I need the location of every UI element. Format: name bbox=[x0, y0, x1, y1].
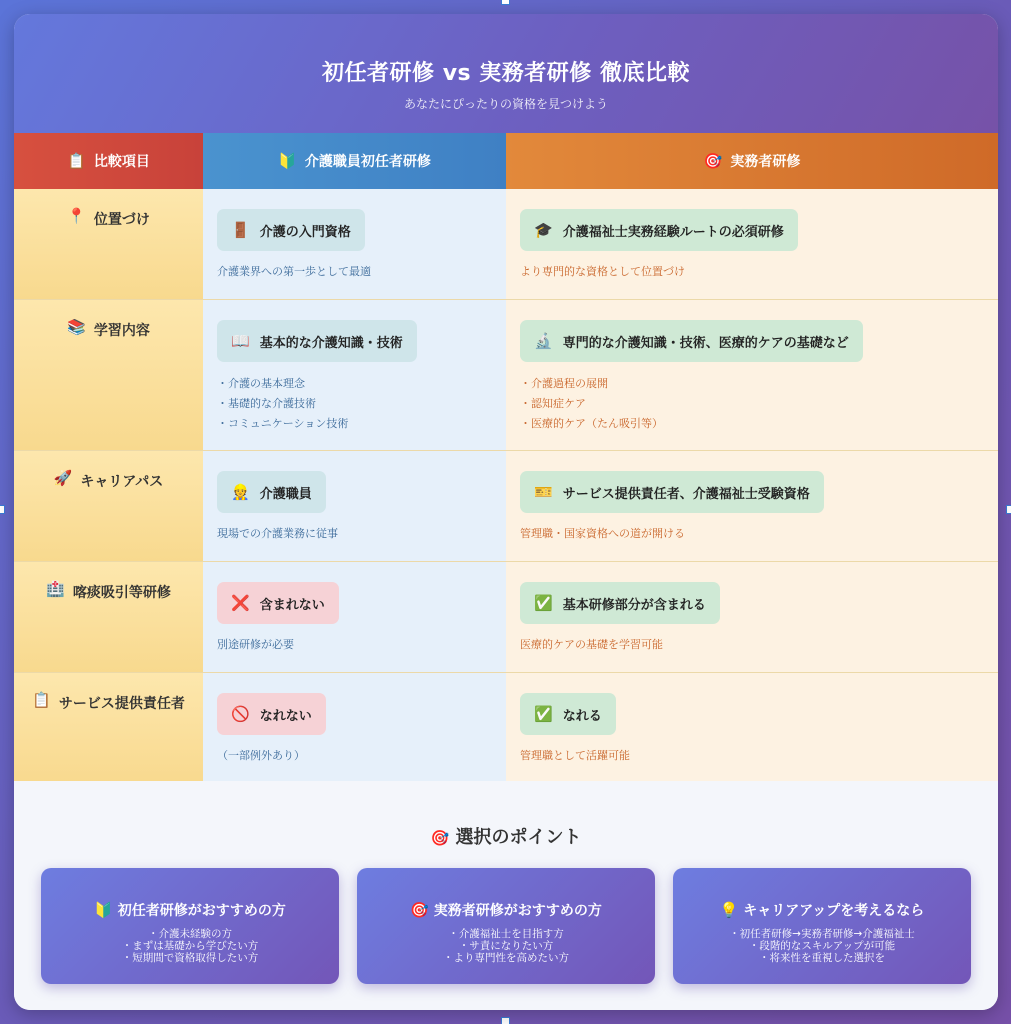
clipboard-icon: 📋 bbox=[67, 151, 86, 170]
row-label: 学習内容 bbox=[93, 323, 150, 339]
point-card-title bbox=[673, 900, 971, 920]
section-title-text: 選択のポイント bbox=[455, 827, 582, 848]
list-item: ・介護福祉士を目指す方 bbox=[448, 928, 564, 940]
point-card-title-text: 初任者研修がおすすめの方 bbox=[117, 903, 286, 919]
point-card-career-up bbox=[673, 868, 971, 984]
list-item: ・将来性を重視した選択を bbox=[759, 952, 885, 964]
badge-label: 介護職員 bbox=[259, 486, 312, 502]
table-row-suction bbox=[14, 562, 998, 673]
list-item: ・医療的ケア（たん吸引等） bbox=[520, 417, 663, 430]
pin-icon: 📍 bbox=[67, 207, 86, 225]
check-mark-icon: ✅ bbox=[534, 704, 553, 723]
shonin-badge bbox=[217, 582, 339, 624]
open-book-icon: 📖 bbox=[231, 331, 250, 350]
resize-handle-bottom[interactable] bbox=[501, 1017, 510, 1024]
header bbox=[14, 14, 998, 133]
badge-label: 基本的な介護知識・技術 bbox=[259, 335, 403, 351]
ticket-icon: 🎫 bbox=[534, 482, 553, 501]
jitsumu-note: 管理職として活躍可能 bbox=[520, 749, 630, 762]
jitsumu-badge bbox=[520, 582, 720, 624]
jitsumu-cell bbox=[506, 562, 998, 672]
row-label: 喀痰吸引等研修 bbox=[72, 585, 171, 601]
table-row-position bbox=[14, 189, 998, 300]
check-mark-icon: ✅ bbox=[534, 593, 553, 612]
door-icon: 🚪 bbox=[231, 220, 250, 239]
jitsumu-cell bbox=[506, 300, 998, 450]
page-subtitle: あなたにぴったりの資格を見つけよう bbox=[403, 97, 608, 111]
worker-icon: 👷 bbox=[231, 482, 250, 501]
column-label: 実務者研修 bbox=[730, 154, 801, 170]
shonin-badge bbox=[217, 471, 326, 513]
list-item: ・コミュニケーション技術 bbox=[217, 417, 349, 430]
shonin-badge bbox=[217, 693, 326, 735]
point-card-shonin bbox=[41, 868, 339, 984]
shonin-note: 介護業界への第一歩として最適 bbox=[217, 265, 371, 278]
shonin-bullets bbox=[217, 374, 506, 434]
list-item: ・短期間で資格取得したい方 bbox=[121, 952, 259, 964]
column-label: 介護職員初任者研修 bbox=[304, 154, 431, 170]
row-label-cell bbox=[14, 562, 203, 672]
shonin-cell bbox=[203, 673, 506, 784]
jitsumu-badge bbox=[520, 693, 616, 735]
list-item: ・まずは基礎から学びたい方 bbox=[121, 940, 259, 952]
badge-label: 含まれない bbox=[259, 597, 325, 613]
point-card-lines bbox=[357, 928, 655, 964]
shonin-note: 別途研修が必要 bbox=[217, 638, 294, 651]
jitsumu-bullets bbox=[520, 374, 998, 434]
jitsumu-note: 管理職・国家資格への道が開ける bbox=[520, 527, 685, 540]
shonin-cell bbox=[203, 562, 506, 672]
beginner-mark-icon: 🔰 bbox=[94, 901, 113, 919]
jitsumu-cell bbox=[506, 673, 998, 784]
shonin-note: 現場での介護業務に従事 bbox=[217, 527, 338, 540]
jitsumu-cell bbox=[506, 189, 998, 299]
badge-label: 基本研修部分が含まれる bbox=[562, 597, 706, 613]
point-card-lines bbox=[41, 928, 339, 964]
point-card-title-text: キャリアアップを考えるなら bbox=[743, 903, 925, 919]
jitsumu-cell bbox=[506, 451, 998, 561]
shonin-note: （一部例外あり） bbox=[217, 749, 305, 762]
list-item: ・介護未経験の方 bbox=[148, 928, 232, 940]
table-row-content bbox=[14, 300, 998, 451]
list-item: ・認知症ケア bbox=[520, 397, 586, 410]
light-bulb-icon: 💡 bbox=[719, 901, 739, 919]
list-item: ・介護の基本理念 bbox=[217, 377, 305, 390]
badge-label: なれる bbox=[562, 708, 602, 724]
page-title: 初任者研修 vs 実務者研修 徹底比較 bbox=[322, 61, 690, 86]
list-item: ・より専門性を高めたい方 bbox=[443, 952, 569, 964]
microscope-icon: 🔬 bbox=[534, 331, 553, 350]
shonin-badge bbox=[217, 320, 417, 362]
jitsumu-note: 医療的ケアの基礎を学習可能 bbox=[520, 638, 663, 651]
point-card-lines bbox=[673, 928, 971, 964]
hospital-icon: 🏥 bbox=[46, 580, 65, 598]
shonin-cell bbox=[203, 451, 506, 561]
target-icon: 🎯 bbox=[703, 151, 723, 170]
badge-label: なれない bbox=[259, 708, 312, 724]
badge-label: 介護福祉士実務経験ルートの必須研修 bbox=[562, 224, 784, 240]
selection-points-section bbox=[14, 781, 998, 1010]
table-row-career bbox=[14, 451, 998, 562]
list-item: ・段階的なスキルアップが可能 bbox=[748, 940, 896, 952]
list-item: ・基礎的な介護技術 bbox=[217, 397, 316, 410]
point-card-title bbox=[41, 900, 339, 920]
prohibited-icon: 🚫 bbox=[231, 704, 250, 723]
column-header-items bbox=[14, 133, 203, 189]
column-label: 比較項目 bbox=[93, 154, 150, 170]
resize-handle-top[interactable] bbox=[501, 0, 510, 5]
jitsumu-badge bbox=[520, 320, 863, 362]
jitsumu-badge bbox=[520, 209, 798, 251]
section-title bbox=[14, 823, 998, 849]
column-header-shonin bbox=[203, 133, 506, 189]
point-card-title-text: 実務者研修がおすすめの方 bbox=[433, 903, 602, 919]
resize-handle-right[interactable] bbox=[1006, 505, 1011, 514]
target-icon: 🎯 bbox=[410, 901, 429, 919]
rocket-icon: 🚀 bbox=[53, 469, 73, 487]
resize-handle-left[interactable] bbox=[0, 505, 5, 514]
graduation-cap-icon: 🎓 bbox=[534, 220, 553, 239]
shonin-badge bbox=[217, 209, 365, 251]
row-label: 位置づけ bbox=[93, 212, 150, 228]
badge-label: 専門的な介護知識・技術、医療的ケアの基礎など bbox=[562, 335, 849, 351]
table-row-service-manager bbox=[14, 673, 998, 784]
row-label-cell bbox=[14, 673, 203, 784]
column-header-jitsumu bbox=[506, 133, 998, 189]
badge-label: 介護の入門資格 bbox=[259, 224, 351, 240]
row-label-cell bbox=[14, 451, 203, 561]
table-header bbox=[14, 133, 998, 189]
row-label-cell bbox=[14, 300, 203, 450]
list-item: ・サ責になりたい方 bbox=[458, 940, 554, 952]
target-icon: 🎯 bbox=[430, 829, 450, 847]
point-card-title bbox=[357, 900, 655, 920]
list-item: ・介護過程の展開 bbox=[520, 377, 608, 390]
comparison-card bbox=[14, 14, 998, 1010]
jitsumu-note: より専門的な資格として位置づけ bbox=[520, 265, 685, 278]
list-item: ・初任者研修→実務者研修→介護福祉士 bbox=[729, 928, 915, 940]
row-label-cell bbox=[14, 189, 203, 299]
shonin-cell bbox=[203, 189, 506, 299]
row-label: サービス提供責任者 bbox=[58, 696, 185, 712]
books-icon: 📚 bbox=[67, 318, 86, 336]
jitsumu-badge bbox=[520, 471, 824, 513]
badge-label: サービス提供責任者、介護福祉士受験資格 bbox=[562, 486, 810, 502]
cross-mark-icon: ❌ bbox=[231, 593, 250, 612]
shonin-cell bbox=[203, 300, 506, 450]
beginner-mark-icon: 🔰 bbox=[278, 151, 297, 170]
point-card-jitsumu bbox=[357, 868, 655, 984]
row-label: キャリアパス bbox=[80, 474, 164, 490]
clipboard-icon: 📋 bbox=[32, 691, 51, 709]
